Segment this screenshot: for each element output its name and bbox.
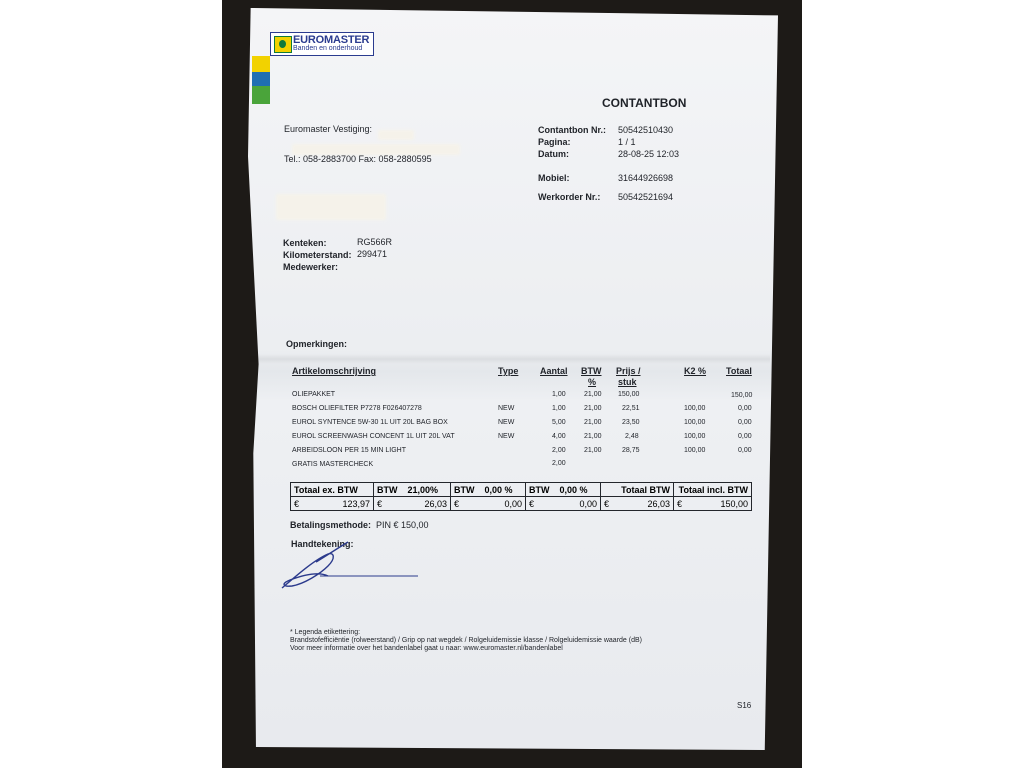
item-vat: 21,00 xyxy=(584,419,602,426)
currency: € xyxy=(677,498,683,509)
col-header-quantity: Aantal xyxy=(540,366,568,376)
total-ex-value: 123,97 xyxy=(342,498,370,509)
vehicle-label: Medewerker: xyxy=(283,262,339,272)
item-description: EUROL SYNTENCE 5W-30 1L UIT 20L BAG BOX xyxy=(292,419,448,426)
payment-value: PIN € 150,00 xyxy=(376,520,429,530)
total-incl-value: 150,00 xyxy=(720,498,748,509)
item-total: 150,00 xyxy=(731,392,753,399)
item-quantity: 1,00 xyxy=(552,391,566,398)
btw3-cell xyxy=(526,497,601,511)
btw-label: BTW xyxy=(454,484,475,495)
total-incl-cell xyxy=(674,497,752,511)
item-price: 23,50 xyxy=(622,419,640,426)
euromaster-logo xyxy=(270,32,374,56)
vehicle-label: Kilometerstand: xyxy=(283,250,352,260)
meta-label: Contantbon Nr.: xyxy=(538,125,606,135)
col-header-type: Type xyxy=(498,366,519,376)
currency: € xyxy=(294,498,300,509)
totals-header-incl: Totaal incl. BTW xyxy=(674,483,752,497)
brand-stripe-yellow xyxy=(252,56,270,72)
mileage: 299471 xyxy=(357,249,388,259)
item-k2: 100,00 xyxy=(684,419,706,426)
item-type: NEW xyxy=(498,405,515,412)
item-description: ARBEIDSLOON PER 15 MIN LIGHT xyxy=(292,447,406,454)
btw1-cell xyxy=(374,497,451,511)
currency: € xyxy=(604,498,610,509)
total-ex-cell xyxy=(291,497,374,511)
item-total: 0,00 xyxy=(738,447,752,454)
remarks-label: Opmerkingen: xyxy=(286,339,348,349)
btw2-cell xyxy=(451,497,526,511)
currency: € xyxy=(529,498,535,509)
btw-rate-3: 0,00 % xyxy=(559,484,588,495)
logo-name: EUROMASTER xyxy=(293,34,370,46)
totals-table xyxy=(290,482,752,511)
item-vat: 21,00 xyxy=(584,447,602,454)
col-header-vat: BTW xyxy=(581,366,602,376)
item-type: NEW xyxy=(498,419,515,426)
item-k2: 100,00 xyxy=(684,405,706,412)
btw3-value: 0,00 xyxy=(579,498,597,509)
branch-phone-fax: Tel.: 058-2883700 Fax: 058-2880595 xyxy=(284,154,432,164)
col-header-price-unit: stuk xyxy=(618,377,637,387)
item-k2: 100,00 xyxy=(684,433,706,440)
meta-label: Datum: xyxy=(538,149,569,159)
totals-header-total-btw: Totaal BTW xyxy=(601,483,674,497)
col-header-description: Artikelomschrijving xyxy=(292,366,377,376)
logo-tagline: Banden en onderhoud xyxy=(293,45,363,52)
currency: € xyxy=(454,498,460,509)
total-btw-value: 26,03 xyxy=(647,498,670,509)
footer-info: Voor meer informatie over het bandenlabel gaat u naar: www.euromaster.nl/bandenlabel xyxy=(290,645,563,652)
col-header-k2: K2 % xyxy=(684,366,707,376)
item-type: NEW xyxy=(498,433,515,440)
item-description: EUROL SCREENWASH CONCENT 1L UIT 20L VAT xyxy=(292,433,455,440)
btw-rate-2: 0,00 % xyxy=(484,484,513,495)
col-header-price: Prijs / xyxy=(616,366,641,376)
footer-legend-text: Brandstofefficiëntie (rolweerstand) / Grip op nat wegdek / Rolgeluidemissie klasse / Rolgeluidemissie waarde (dB) xyxy=(290,637,642,644)
col-header-vat-unit: % xyxy=(588,377,597,387)
col-header-total: Totaal xyxy=(726,366,752,376)
document-title: CONTANTBON xyxy=(602,96,687,110)
workorder-number: 50542521694 xyxy=(618,192,674,202)
meta-label: Mobiel: xyxy=(538,173,570,183)
totals-header-btw2 xyxy=(451,483,526,497)
brand-stripe-green xyxy=(252,86,270,104)
item-price: 28,75 xyxy=(622,447,640,454)
item-description: GRATIS MASTERCHECK xyxy=(292,461,374,468)
totals-value-row xyxy=(291,497,752,511)
page-code: S16 xyxy=(737,701,752,710)
payment-label: Betalingsmethode: xyxy=(290,520,372,530)
btw2-value: 0,00 xyxy=(504,498,522,509)
item-vat: 21,00 xyxy=(584,405,602,412)
redacted-area xyxy=(378,130,414,140)
vehicle-label: Kenteken: xyxy=(283,238,327,248)
total-btw-cell xyxy=(601,497,674,511)
item-quantity: 4,00 xyxy=(552,433,566,440)
item-quantity: 5,00 xyxy=(552,419,566,426)
btw1-value: 26,03 xyxy=(424,498,447,509)
page-number: 1 / 1 xyxy=(618,137,636,147)
footer-legend: * Legenda etikettering: xyxy=(290,629,361,636)
handwritten-signature xyxy=(276,536,426,596)
totals-header-ex: Totaal ex. BTW xyxy=(291,483,374,497)
btw-label: BTW xyxy=(377,484,398,495)
item-total: 0,00 xyxy=(738,433,752,440)
item-price: 150,00 xyxy=(618,391,640,398)
meta-label: Werkorder Nr.: xyxy=(538,192,601,202)
totals-header-row xyxy=(291,483,752,497)
receipt-date: 28-08-25 12:03 xyxy=(618,149,680,159)
item-quantity: 2,00 xyxy=(552,447,566,454)
item-total: 0,00 xyxy=(738,405,752,412)
branch-label: Euromaster Vestiging: xyxy=(284,124,373,134)
logo-mark-icon xyxy=(274,36,292,53)
license-plate: RG566R xyxy=(357,237,393,247)
item-vat: 21,00 xyxy=(584,433,602,440)
signature-label: Handtekening: xyxy=(291,539,354,549)
item-price: 22,51 xyxy=(622,405,640,412)
item-vat: 21,00 xyxy=(584,391,602,398)
totals-header-btw1 xyxy=(374,483,451,497)
redacted-address xyxy=(276,194,386,220)
item-total: 0,00 xyxy=(738,419,752,426)
mobile-number: 31644926698 xyxy=(618,173,674,183)
totals-header-btw3 xyxy=(526,483,601,497)
receipt-number: 50542510430 xyxy=(618,125,674,135)
item-quantity: 2,00 xyxy=(552,460,566,467)
item-price: 2,48 xyxy=(625,433,639,440)
meta-label: Pagina: xyxy=(538,137,571,147)
item-description: OLIEPAKKET xyxy=(292,391,336,398)
btw-label: BTW xyxy=(529,484,550,495)
item-description: BOSCH OLIEFILTER P7278 F026407278 xyxy=(292,405,422,412)
btw-rate-1: 21,00% xyxy=(407,484,439,495)
currency: € xyxy=(377,498,383,509)
brand-stripe-blue xyxy=(252,72,270,86)
paper-fold xyxy=(250,354,770,364)
item-k2: 100,00 xyxy=(684,447,706,454)
item-quantity: 1,00 xyxy=(552,405,566,412)
